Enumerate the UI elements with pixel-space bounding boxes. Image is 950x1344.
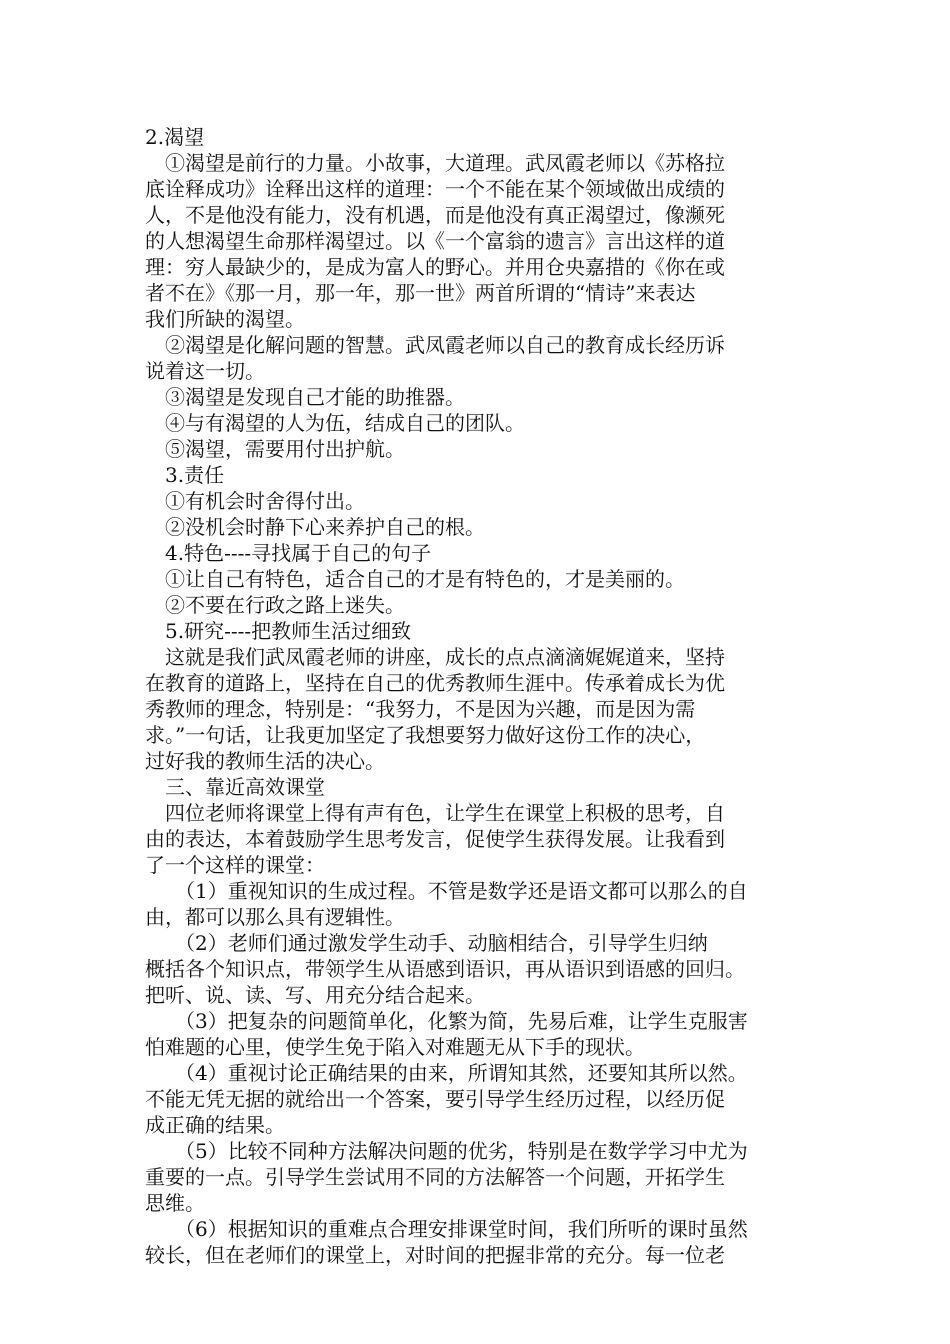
text-line: 过好我的教师生活的决心。 (145, 749, 385, 773)
text-line: 概括各个知识点，带领学生从语感到语识，再从语识到语感的回归。 (145, 957, 745, 981)
text-line: ④与有渴望的人为伍，结成自己的团队。 (165, 411, 525, 435)
text-line: ①渴望是前行的力量。小故事，大道理。武凤霞老师以《苏格拉 (165, 151, 725, 175)
text-line: 把听、说、读、写、用充分结合起来。 (145, 983, 485, 1007)
text-line: 由，都可以那么具有逻辑性。 (145, 905, 405, 929)
text-line: ①有机会时舍得付出。 (165, 489, 365, 513)
text-line: 秀教师的理念，特别是：“我努力，不是因为兴趣，而是因为需 (145, 697, 696, 721)
text-line: （1）重视知识的生成过程。不管是数学还是语文都可以那么的自 (175, 879, 748, 903)
text-line: 四位老师将课堂上得有声有色，让学生在课堂上积极的思考，自 (165, 801, 725, 825)
text-line: 三、靠近高效课堂 (165, 775, 325, 799)
text-line: 成正确的结果。 (145, 1113, 285, 1137)
text-line: 理：穷人最缺少的，是成为富人的野心。并用仓央嘉措的《你在或 (145, 255, 725, 279)
text-line: 说着这一切。 (145, 359, 265, 383)
text-line: ②没机会时静下心来养护自己的根。 (165, 515, 485, 539)
text-line: 4.特色----寻找属于自己的句子 (165, 541, 432, 565)
text-line: 我们所缺的渴望。 (145, 307, 305, 331)
text-line: 不能无凭无据的就给出一个答案，要引导学生经历过程，以经历促 (145, 1087, 725, 1111)
text-line: 由的表达，本着鼓励学生思考发言，促使学生获得发展。让我看到 (145, 827, 725, 851)
text-line: （6）根据知识的重难点合理安排课堂时间，我们所听的课时虽然 (175, 1217, 748, 1241)
text-line: （4）重视讨论正确结果的由来，所谓知其然，还要知其所以然。 (175, 1061, 748, 1085)
text-line: 3.责任 (165, 463, 225, 487)
text-line: 底诠释成功》诠释出这样的道理：一个不能在某个领域做出成绩的 (145, 177, 725, 201)
text-line: ⑤渴望，需要用付出护航。 (165, 437, 405, 461)
text-line: 5.研究----把教师生活过细致 (165, 619, 412, 643)
text-line: ②渴望是化解问题的智慧。武凤霞老师以自己的教育成长经历诉 (165, 333, 725, 357)
text-line: 较长，但在老师们的课堂上，对时间的把握非常的充分。每一位老 (145, 1243, 725, 1267)
text-line: 的人想渴望生命那样渴望过。以《一个富翁的遗言》言出这样的道 (145, 229, 725, 253)
text-line: 2.渴望 (145, 125, 205, 149)
text-line: （5）比较不同种方法解决问题的优劣，特别是在数学学习中尤为 (175, 1139, 748, 1163)
text-line: 重要的一点。引导学生尝试用不同的方法解答一个问题，开拓学生 (145, 1165, 725, 1189)
text-line: 在教育的道路上，坚持在自己的优秀教师生涯中。传承着成长为优 (145, 671, 725, 695)
text-line: 思维。 (145, 1191, 205, 1215)
text-line: 人，不是他没有能力，没有机遇，而是他没有真正渴望过，像濒死 (145, 203, 725, 227)
text-line: 怕难题的心里，使学生免于陷入对难题无从下手的现状。 (145, 1035, 645, 1059)
text-line: （3）把复杂的问题简单化，化繁为简，先易后难，让学生克服害 (175, 1009, 748, 1033)
text-line: ②不要在行政之路上迷失。 (165, 593, 405, 617)
text-line: （2）老师们通过激发学生动手、动脑相结合，引导学生归纳 (175, 931, 708, 955)
text-line: ①让自己有特色，适合自己的才是有特色的，才是美丽的。 (165, 567, 685, 591)
text-line: 求。”一句话，让我更加坚定了我想要努力做好这份工作的决心， (145, 723, 706, 747)
text-line: 了一个这样的课堂： (145, 853, 325, 877)
text-line: 这就是我们武凤霞老师的讲座，成长的点点滴滴娓娓道来，坚持 (165, 645, 725, 669)
document-body (145, 124, 810, 1268)
text-line: ③渴望是发现自己才能的助推器。 (165, 385, 465, 409)
text-line: 者不在》《那一月，那一年，那一世》两首所谓的“情诗”来表达 (145, 281, 696, 305)
